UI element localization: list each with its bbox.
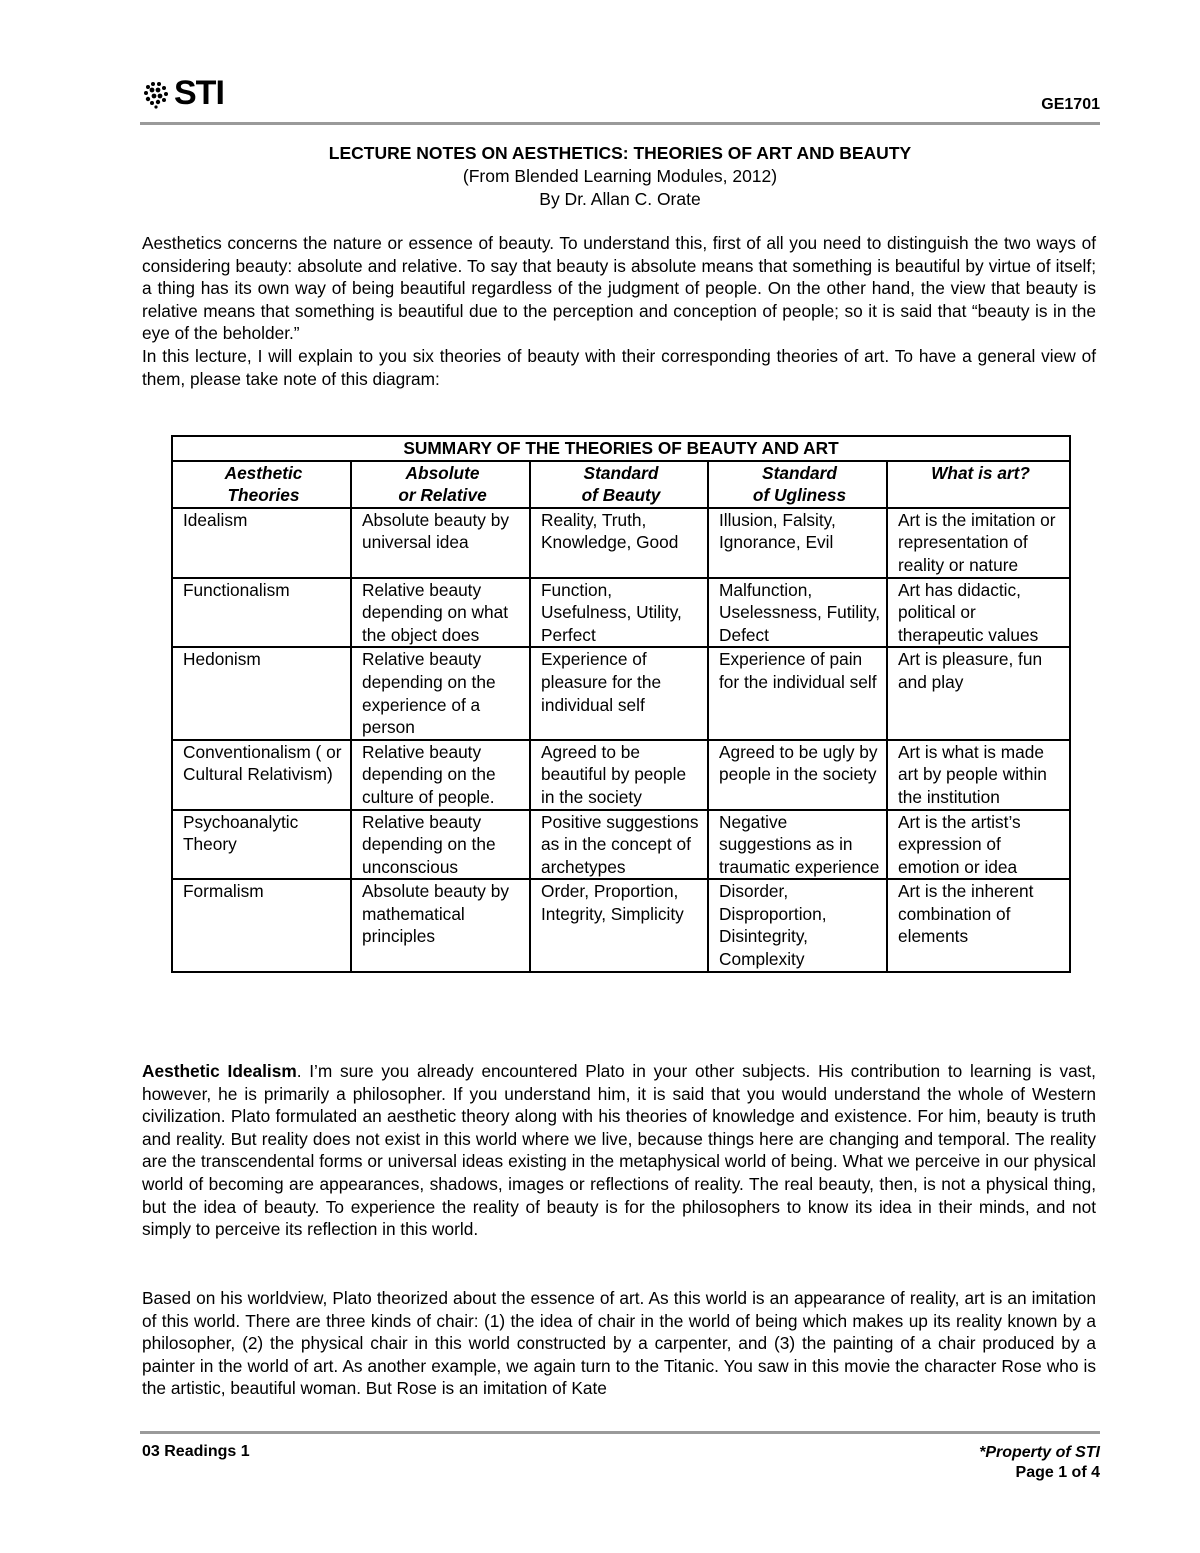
table-cell: Relative beauty depending on the culture of people.: [351, 740, 530, 810]
table-cell: Art is the imitation or representation of reality or nature: [887, 508, 1070, 578]
footer-right: [979, 1443, 1100, 1483]
table-cell: Function, Usefulness, Utility, Perfect: [530, 578, 708, 648]
page-header: [140, 70, 1100, 124]
page-number: Page 1 of 4: [1015, 1464, 1100, 1481]
sti-logo: [142, 74, 224, 113]
document-author: By Dr. Allan C. Orate: [539, 189, 701, 209]
table-cell: Reality, Truth, Knowledge, Good: [530, 508, 708, 578]
table-row: [172, 508, 1070, 578]
table-cell: Conventionalism ( or Cultural Relativism): [172, 740, 351, 810]
table-cell: Art is the inherent combination of elements: [887, 879, 1070, 971]
intro-paragraph-2: In this lecture, I will explain to you six theories of beauty with their corresponding theories of art. To have a general view of them, please take note of this diagram:: [142, 346, 1096, 389]
column-header: Standard of Beauty: [530, 461, 708, 508]
table-cell: Experience of pleasure for the individual self: [530, 647, 708, 739]
table-cell: Positive suggestions as in the concept of archetypes: [530, 810, 708, 880]
table-cell: Negative suggestions as in traumatic experience: [708, 810, 887, 880]
table-cell: Order, Proportion, Integrity, Simplicity: [530, 879, 708, 971]
table-cell: Art is pleasure, fun and play: [887, 647, 1070, 739]
title-block: [140, 142, 1100, 211]
table-cell: Art has didactic, political or therapeutic values: [887, 578, 1070, 648]
table-cell: Relative beauty depending on the unconscious: [351, 810, 530, 880]
document-title: LECTURE NOTES ON AESTHETICS: THEORIES OF ART AND BEAUTY: [328, 143, 912, 163]
table-cell: Art is what is made art by people within the institution: [887, 740, 1070, 810]
logo-text: STI: [174, 74, 224, 112]
table-cell: Psychoanalytic Theory: [172, 810, 351, 880]
globe-icon: [142, 79, 172, 109]
table-caption-row: [172, 436, 1070, 461]
table-cell: Agreed to be beautiful by people in the society: [530, 740, 708, 810]
table-cell: Functionalism: [172, 578, 351, 648]
table-row: [172, 810, 1070, 880]
table-row: [172, 578, 1070, 648]
table-cell: Experience of pain for the individual self: [708, 647, 887, 739]
table-cell: Malfunction, Uselessness, Futility, Defect: [708, 578, 887, 648]
document-source: (From Blended Learning Modules, 2012): [462, 166, 778, 186]
table-row: [172, 879, 1070, 971]
table-cell: Hedonism: [172, 647, 351, 739]
summary-table: [171, 435, 1071, 973]
table-cell: Formalism: [172, 879, 351, 971]
table-cell: Absolute beauty by universal idea: [351, 508, 530, 578]
column-header: Aesthetic Theories: [172, 461, 351, 508]
header-divider: [140, 122, 1100, 125]
table-cell: Relative beauty depending on what the object does: [351, 578, 530, 648]
table-cell: Agreed to be ugly by people in the society: [708, 740, 887, 810]
footer-divider: [140, 1431, 1100, 1434]
table-cell: Idealism: [172, 508, 351, 578]
column-header: Standard of Ugliness: [708, 461, 887, 508]
table-cell: Art is the artist’s expression of emotion or idea: [887, 810, 1070, 880]
section-heading: Aesthetic Idealism: [142, 1061, 297, 1081]
intro-paragraph: Aesthetics concerns the nature or essence of beauty. To understand this, first of all you need to distinguish the two ways of considering beauty: absolute and relative. To say that beauty is absolute means that something is beautiful by virtue of itself; a thing has its own way of being beautiful regardless of the judgment of people. On the other hand, the view that beauty is relative means that something is beautiful due to the perception and conception of people; so it is said that “beauty is in the eye of the beholder.”: [142, 233, 1096, 344]
table-caption: SUMMARY OF THE THEORIES OF BEAUTY AND ART: [172, 436, 1070, 461]
property-notice: *Property of STI: [979, 1444, 1100, 1461]
table-cell: Absolute beauty by mathematical principles: [351, 879, 530, 971]
table-header-row: [172, 461, 1070, 508]
document-code: GE1701: [1041, 96, 1100, 113]
table-row: [172, 740, 1070, 810]
footer-course: 03 Readings 1: [142, 1443, 250, 1460]
table-cell: Illusion, Falsity, Ignorance, Evil: [708, 508, 887, 578]
column-header: What is art?: [887, 461, 1070, 508]
table-cell: Relative beauty depending on the experience of a person: [351, 647, 530, 739]
idealism-paragraph: [142, 1060, 1096, 1241]
paragraph-text: . I’m sure you already encountered Plato in your other subjects. His contribution to learning is vast, however, he is primarily a philosopher. If you understand him, it is said that you would understand the whole of Western civilization. Plato formulated an aesthetic theory along with his theories of knowledge and existence. For him, beauty is truth and reality. But reality does not exist in this world where we live, because things here are changing and temporal. The reality are the transcendental forms or universal ideas existing in the metaphysical world of being. What we perceive in our physical world of becoming are appearances, shadows, images or reflections of reality. The real beauty, then, is not a physical thing, but the idea of beauty. To experience the reality of beauty is for the philosophers to know its idea in their minds, and not simply to perceive its reflection in this world.: [142, 1061, 1096, 1240]
table-cell: Disorder, Disproportion, Disintegrity, Complexity: [708, 879, 887, 971]
column-header: Absolute or Relative: [351, 461, 530, 508]
plato-art-paragraph: Based on his worldview, Plato theorized about the essence of art. As this world is an appearance of reality, art is an imitation of this world. There are three kinds of chair: (1) the idea of chair in the world of being which makes up its reality known by a philosopher, (2) the physical chair in this world constructed by a carpenter, and (3) the painting of a chair produced by a painter in the world of art. As another example, we again turn to the Titanic. You saw in this movie the character Rose who is the artistic, beautiful woman. But Rose is an imitation of Kate: [142, 1288, 1096, 1399]
table-row: [172, 647, 1070, 739]
